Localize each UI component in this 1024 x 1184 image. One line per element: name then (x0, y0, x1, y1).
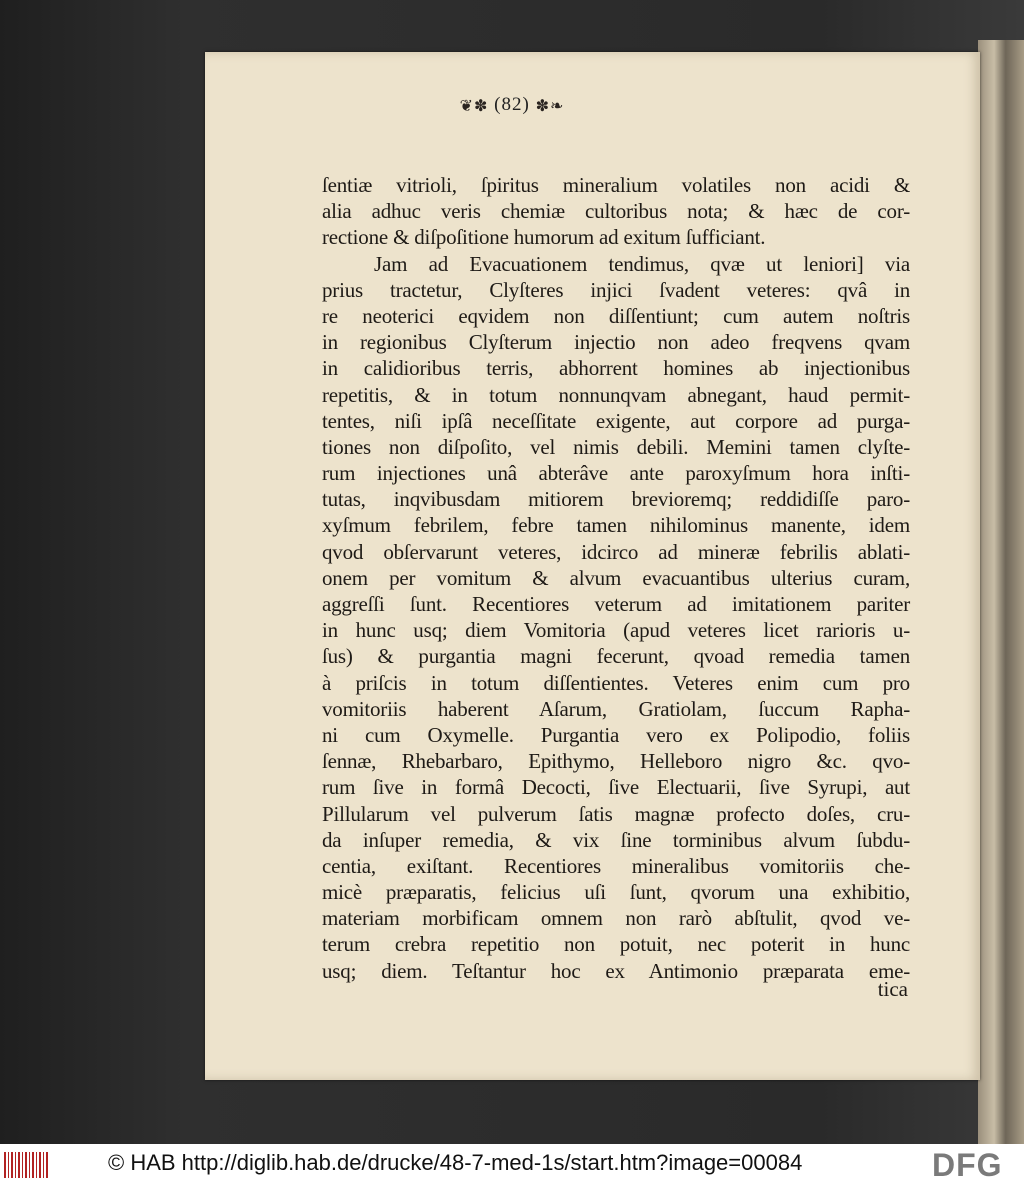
catchword: tica (877, 977, 908, 1001)
text-line: onem per vomitum & alvum evacuantibus ulterius curam, (322, 565, 910, 590)
text-line: rum ſive in formâ Decocti, ſive Electuarii, ſive Syrupi, aut (322, 775, 910, 800)
text-line: in regionibus Clyſterum injectio non adeo freqvens qvam (322, 330, 910, 355)
text-line: alia adhuc veris chemiæ cultoribus nota; & hæc de cor- (322, 199, 910, 224)
text-line: rectione & diſpoſitione humorum ad exitum ſufficiant. (322, 225, 766, 250)
text-line: usq; diem. Teſtantur hoc ex Antimonio præparata eme- (322, 958, 910, 983)
page-text (322, 172, 910, 984)
text-line: materiam morbificam omnem non rarò abſtulit, qvod ve- (322, 906, 910, 931)
ornament-left-icon: ❦✽ (459, 97, 489, 115)
text-line: micè præparatis, felicius uſi ſunt, qvorum una exhibitio, (322, 880, 910, 905)
text-line: ni cum Oxymelle. Purgantia vero ex Polipodio, foliis (322, 722, 910, 747)
text-line: tentes, niſi ipſâ neceſſitate exigente, aut corpore ad purga- (322, 408, 910, 433)
text-line: da inſuper remedia, & vix ſine torminibus alvum ſubdu- (322, 827, 910, 852)
viewer-footer (0, 1144, 1024, 1184)
text-line: repetitis, & in totum nonnunqvam abnegant, haud permit- (322, 382, 910, 407)
hab-barcode-icon (4, 1152, 48, 1178)
text-line: in hunc usq; diem Vomitoria (apud veteres licet rarioris u- (322, 618, 910, 643)
text-line: tutas, inqvibusdam mitiorem brevioremq; reddidiſſe paro- (322, 487, 910, 512)
text-line: Jam ad Evacuationem tendimus, qvæ ut leniori] via (374, 251, 910, 276)
next-page-edge (978, 40, 1024, 1144)
text-line: Pillularum vel pulverum ſatis magnæ profecto doſes, cru- (322, 801, 910, 826)
text-line: aggreſſi ſunt. Recentiores veterum ad imitationem pariter (322, 592, 910, 616)
text-line: terum crebra repetitio non potuit, nec poterit in hunc (322, 932, 910, 957)
ornament-right-icon: ✽❧ (535, 97, 565, 115)
text-line: in calidioribus terris, abhorrent homines ab injectionibus (322, 356, 910, 381)
dfg-logo: DFG (932, 1147, 1003, 1183)
text-line: ſus) & purgantia magni fecerunt, qvoad remedia tamen (322, 644, 910, 669)
text-line: ſennæ, Rhebarbaro, Epithymo, Helleboro nigro &c. qvo- (322, 749, 910, 774)
page-header (0, 94, 1024, 116)
text-line: à priſcis in totum diſſentientes. Veteres enim cum pro (322, 670, 910, 695)
text-line: xyſmum febrilem, febre tamen nihilominus manente, idem (322, 513, 910, 538)
text-line: tiones non diſpoſito, vel nimis debili. Memini tamen clyſte- (322, 434, 910, 459)
text-line: re neoterici eqvidem non diſſentiunt; cum autem noſtris (322, 303, 910, 328)
text-line: centia, exiſtant. Recentiores mineralibus vomitoriis che- (322, 853, 910, 878)
text-line: prius tractetur, Clyſteres injici ſvadent veteres: qvâ in (322, 277, 910, 302)
page-number: (82) (494, 94, 530, 115)
text-line: qvod obſervarunt veteres, idcirco ad mineræ febrilis ablati- (322, 539, 910, 564)
text-line: ſentiæ vitrioli, ſpiritus mineralium volatiles non acidi & (322, 173, 910, 197)
source-url[interactable]: © HAB http://diglib.hab.de/drucke/48-7-med-1s/start.htm?image=00084 (108, 1150, 803, 1175)
text-line: vomitoriis haberent Aſarum, Gratiolam, ſuccum Rapha- (322, 696, 910, 721)
text-line: rum injectiones unâ abterâve ante paroxyſmum hora inſti- (322, 461, 910, 486)
